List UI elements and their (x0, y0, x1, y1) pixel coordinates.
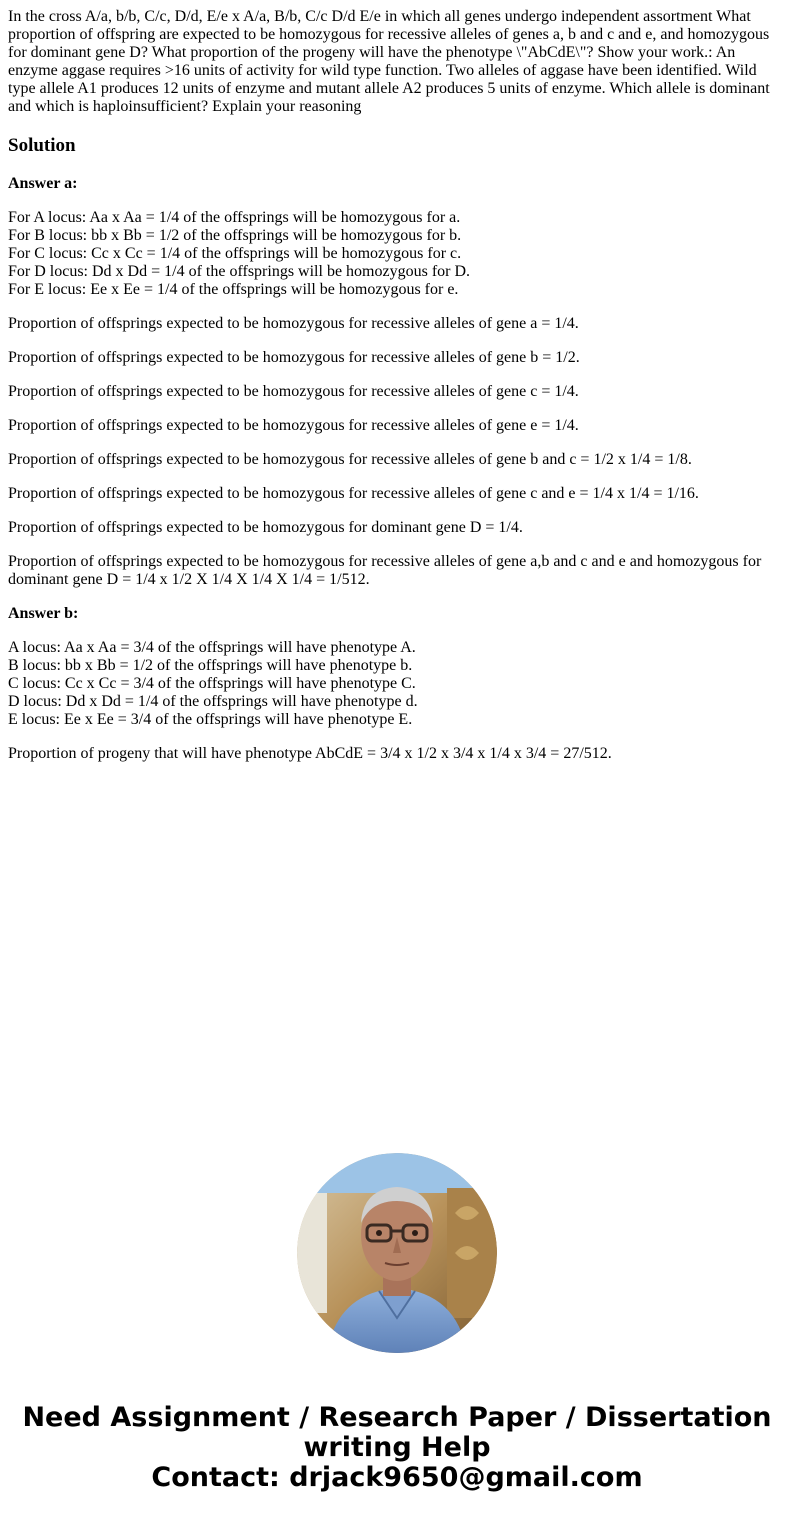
answer-a-statement: Proportion of offsprings expected to be homozygous for recessive alleles of gene e = 1/4. (8, 417, 579, 434)
answer-b-locus-line: D locus: Dd x Dd = 1/4 of the offsprings will have phenotype d. (8, 693, 418, 710)
footer-contact: Contact: drjack9650@gmail.com (151, 1462, 643, 1493)
answer-a-loci (8, 209, 780, 299)
answer-a-final-statement: Proportion of offsprings expected to be homozygous for recessive alleles of gene a,b and c and e and homozygous for dominant gene D = 1/4 x 1/2 X 1/4 X 1/4 X 1/4 = 1/512. (8, 553, 762, 588)
answer-a-locus-line: For D locus: Dd x Dd = 1/4 of the offsprings will be homozygous for D. (8, 263, 471, 280)
answer-b-locus-line: A locus: Aa x Aa = 3/4 of the offsprings will have phenotype A. (8, 639, 416, 656)
answer-a-locus-line: For C locus: Cc x Cc = 1/4 of the offsprings will be homozygous for c. (8, 245, 462, 262)
answer-b-locus-line: E locus: Ee x Ee = 3/4 of the offsprings will have phenotype E. (8, 711, 413, 728)
answer-a-statement: Proportion of offsprings expected to be homozygous for recessive alleles of gene c = 1/4. (8, 383, 579, 400)
author-avatar (297, 1153, 497, 1353)
answer-a-statement: Proportion of offsprings expected to be homozygous for recessive alleles of gene b = 1/2. (8, 349, 580, 366)
question-text: In the cross A/a, b/b, C/c, D/d, E/e x A/a, B/b, C/c D/d E/e in which all genes undergo independent assortment What proportion of offspring are expected to be homozygous for recessive alleles of genes a, b and c and e, and homozygous for dominant gene D? What proportion of the progeny will have the phenotype \"AbCdE\"? Show your work.: An enzyme aggase requires >16 units of activity for wild type function. Two alleles of aggase have been identified. Wild type allele A1 produces 12 units of enzyme and mutant allele A2 produces 5 units of enzyme. Which allele is dominant and which is haploinsufficient? Explain your reasoning (8, 8, 770, 115)
answer-a-locus-line: For E locus: Ee x Ee = 1/4 of the offsprings will be homozygous for e. (8, 281, 459, 298)
solution-document (8, 8, 780, 779)
answer-a-statement: Proportion of offsprings expected to be homozygous for recessive alleles of gene a = 1/4. (8, 315, 579, 332)
answer-b-locus-line: B locus: bb x Bb = 1/2 of the offsprings will have phenotype b. (8, 657, 413, 674)
footer-line: writing Help (303, 1432, 491, 1463)
answer-a-locus-line: For B locus: bb x Bb = 1/2 of the offsprings will be homozygous for b. (8, 227, 462, 244)
promo-footer (0, 1403, 794, 1493)
answer-a-label: Answer a: (8, 175, 78, 192)
answer-b-conclusion: Proportion of progeny that will have phenotype AbCdE = 3/4 x 1/2 x 3/4 x 1/4 x 3/4 = 27/512. (8, 745, 612, 762)
author-portrait-image (297, 1153, 497, 1353)
answer-a-statement: Proportion of offsprings expected to be homozygous for recessive alleles of gene b and c = 1/2 x 1/4 = 1/8. (8, 451, 692, 468)
answer-a-statement: Proportion of offsprings expected to be homozygous for recessive alleles of gene c and e = 1/4 x 1/4 = 1/16. (8, 485, 699, 502)
answer-a-statement: Proportion of offsprings expected to be homozygous for dominant gene D = 1/4. (8, 519, 523, 536)
footer-line: Need Assignment / Research Paper / Dissertation (22, 1402, 772, 1433)
answer-b-locus-line: C locus: Cc x Cc = 3/4 of the offsprings will have phenotype C. (8, 675, 416, 692)
answer-b-loci (8, 639, 780, 729)
answer-b-label: Answer b: (8, 605, 79, 622)
answer-a-locus-line: For A locus: Aa x Aa = 1/4 of the offsprings will be homozygous for a. (8, 209, 461, 226)
solution-heading: Solution (8, 135, 76, 156)
